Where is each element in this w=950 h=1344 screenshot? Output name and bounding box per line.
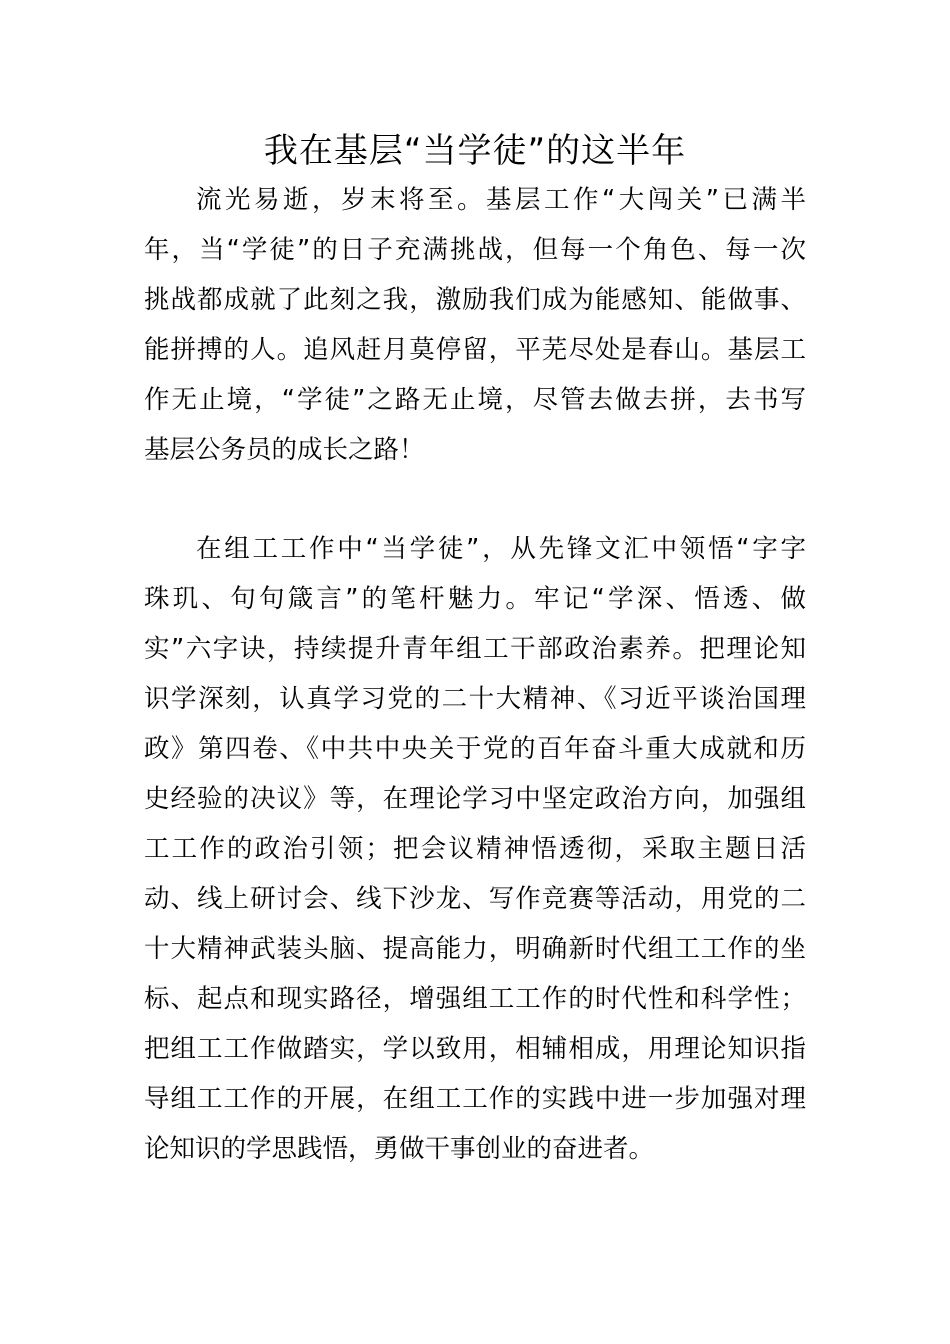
paragraph-line: 论知识的学思践悟，勇做干事创业的奋进者。 (144, 1134, 655, 1164)
paragraph-line: 珠玑、句句箴言”的笔杆魅力。牢记“学深、悟透、做 (144, 584, 806, 614)
paragraph-line: 十大精神武装头脑、提高能力，明确新时代组工工作的坐 (144, 934, 806, 964)
paragraph-line: 作无止境，“学徒”之路无止境，尽管去做去拼，去书写 (144, 385, 806, 415)
paragraph-line: 年，当“学徒”的日子充满挑战，但每一个角色、每一次 (144, 235, 806, 265)
paragraph-line: 基层公务员的成长之路！ (144, 435, 425, 465)
document-title: 我在基层“当学徒”的这半年 (263, 131, 687, 171)
paragraph-line: 动、线上研讨会、线下沙龙、写作竞赛等活动，用党的二 (144, 884, 806, 914)
paragraph-line: 实”六字诀，持续提升青年组工干部政治素养。把理论知 (144, 634, 806, 664)
paragraph-line: 在组工工作中“当学徒”，从先锋文汇中领悟“字字 (196, 534, 806, 564)
paragraph-line: 能拼搏的人。追风赶月莫停留，平芜尽处是春山。基层工 (144, 335, 806, 365)
paragraph-line: 标、起点和现实路径，增强组工工作的时代性和科学性； (144, 984, 806, 1014)
paragraph-line: 把组工工作做踏实，学以致用，相辅相成，用理论知识指 (144, 1034, 806, 1064)
paragraph-line: 挑战都成就了此刻之我，激励我们成为能感知、能做事、 (144, 285, 806, 315)
paragraph-line: 导组工工作的开展，在组工工作的实践中进一步加强对理 (144, 1084, 806, 1114)
paragraph-line: 流光易逝，岁末将至。基层工作“大闯关”已满半 (196, 185, 806, 215)
paragraph-line: 史经验的决议》等，在理论学习中坚定政治方向，加强组 (144, 784, 806, 814)
paragraph-1 (144, 175, 806, 475)
paragraph-line: 工工作的政治引领；把会议精神悟透彻，采取主题日活 (144, 834, 806, 864)
paragraph-line: 政》第四卷、《中共中央关于党的百年奋斗重大成就和历 (144, 734, 806, 764)
paragraph-2 (144, 524, 806, 1174)
paragraph-line: 识学深刻，认真学习党的二十大精神、《习近平谈治国理 (144, 684, 806, 714)
